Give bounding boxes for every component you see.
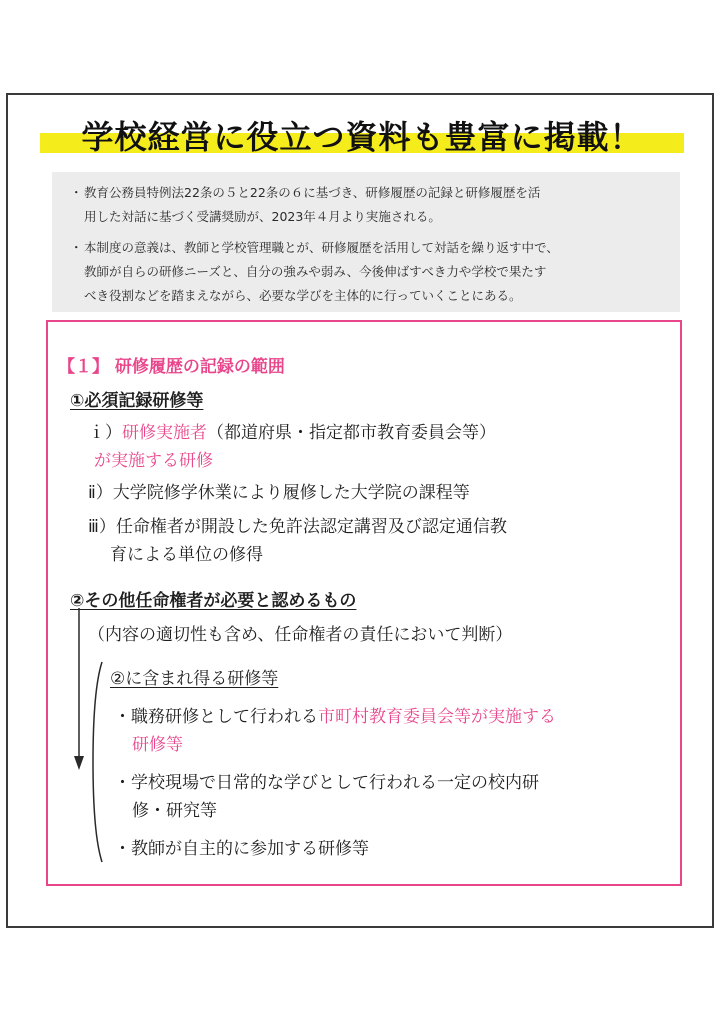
required-heading: ①必須記録研修等 — [70, 391, 204, 411]
title-banner — [40, 112, 684, 154]
bullet: ・ — [70, 185, 83, 200]
other-bullet-3: ・教師が自主的に参加する研修等 — [114, 839, 369, 859]
left-bracket — [88, 660, 106, 864]
other-bullet-2: ・学校現場で日常的な学びとして行われる一定の校内研 — [114, 773, 539, 793]
summary-line: 教師が自らの研修ニーズと、自分の強みや弱み、今後伸ばすべき力や学校で果たす — [84, 264, 547, 279]
summary-line: べき役割などを踏まえながら、必要な学びを主体的に行っていくことにある。 — [84, 288, 522, 303]
other-bullet-1 — [114, 702, 556, 727]
required-item-iii: ⅲ）任命権者が開設した免許法認定講習及び認定通信教 — [88, 517, 507, 537]
other-bullet-2-cont: 修・研究等 — [132, 801, 217, 821]
required-item-iii-cont: 育による単位の修得 — [110, 545, 263, 565]
item-number: ｉ） — [88, 423, 122, 443]
item-highlight: 研修実施者 — [122, 423, 207, 443]
required-item-i — [88, 418, 496, 443]
down-arrow-icon — [70, 608, 90, 774]
sub-heading: ②に含まれ得る研修等 — [110, 669, 279, 689]
summary-line: 本制度の意義は、教師と学校管理職とが、研修履歴を活用して対話を繰り返す中で、 — [84, 240, 559, 255]
other-bullet-1-cont: 研修等 — [132, 735, 183, 755]
summary-box — [52, 172, 680, 312]
required-item-i-cont: が実施する研修 — [94, 451, 213, 471]
item-text: （都道府県・指定都市教育委員会等） — [207, 423, 496, 443]
bullet-highlight: 市町村教育委員会等が実施する — [318, 707, 556, 727]
summary-paragraph-1 — [70, 181, 664, 229]
scope-heading: 【１】 研修履歴の記録の範囲 — [58, 357, 285, 377]
scope-box — [46, 320, 682, 886]
bullet-text: ・職務研修として行われる — [114, 707, 318, 727]
page-title: 学校経営に役立つ資料も豊富に掲載！ — [81, 118, 643, 156]
summary-paragraph-2 — [70, 236, 664, 308]
bullet: ・ — [70, 240, 83, 255]
required-item-ii: ⅱ）大学院修学休業により履修した大学院の課程等 — [88, 483, 470, 503]
other-note: （内容の適切性も含め、任命権者の責任において判断） — [88, 625, 513, 645]
summary-line: 用した対話に基づく受講奨励が、2023年４月より実施される。 — [84, 209, 441, 224]
summary-line: 教育公務員特例法22条の５と22条の６に基づき、研修履歴の記録と研修履歴を活 — [84, 185, 541, 200]
other-heading: ②その他任命権者が必要と認めるもの — [70, 591, 357, 611]
